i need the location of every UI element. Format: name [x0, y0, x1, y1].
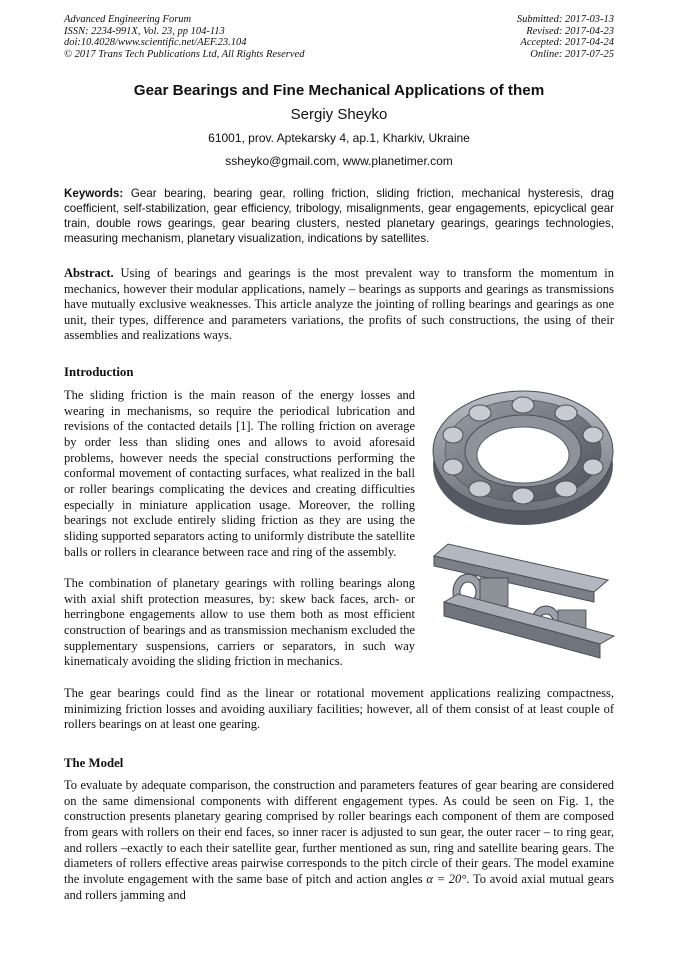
abstract-label: Abstract.: [64, 266, 114, 280]
journal-header-right: [517, 14, 614, 60]
abstract-block: [64, 266, 614, 344]
gear-bearing-ring-figure: [428, 383, 618, 533]
author-contact: ssheyko@gmail.com, www.planetimer.com: [225, 154, 453, 168]
paper-title: Gear Bearings and Fine Mechanical Applications of them: [133, 82, 545, 99]
introduction-heading: Introduction: [64, 365, 134, 379]
submitted-date: Submitted: 2017-03-13: [516, 14, 614, 25]
model-heading: The Model: [64, 756, 124, 770]
linear-gear-bearing-figure: [428, 540, 618, 665]
keywords-label: Keywords:: [64, 187, 124, 200]
introduction-paragraph-2: The combination of planetary gearings with rolling bearings along with axial shift protection measures, by: skew back faces, arch- or herringbone engagements allow to use them both as most efficient construction of bearings and as transmission mechanism excluded the supplementary suspensions, carriers or separators, in such way kinematicaly avoiding the sliding friction in mechanics.: [64, 576, 415, 669]
keywords-text: Gear bearing, bearing gear, rolling friction, sliding friction, mechanical hysteresis, drag coefficient, self-stabilization, gear efficiency, tribology, misalignments, gear engagements, epicyclical gear train, double rows gearings, gear bearing clusters, nested planetary gearings, gearings technologies, measuring mechanism, planetary visualization, indications by satellites.: [64, 187, 614, 245]
model-paragraph-1: [64, 778, 614, 903]
abstract-text: Using of bearings and gearings is the most prevalent way to transform the momentum in mechanics, however their modular applications, namely – bearings as supports and gearings as transmissions have mutually exclusive weaknesses. This article analyze the jointing of rolling bearings and gearings as one unit, their types, difference and parameters variations, the profits of such constructions, the using of their assemblies and realizations ways.: [64, 266, 614, 343]
model-paragraph-text: To evaluate by adequate comparison, the construction and parameters features of gear bearing are considered on the same dimensional components with different engagement types. As could be seen on Fig. 1, the construction presents planetary gearing comprised by roller bearings each component of them are composed from gears with rollers on their end faces, so inner racer is adjusted to sun gear, the outer racer – to ring gear, and rollers –exactly to each their satellite gear, further mentioned as sun, ring and satellite bearing gears. The diameters of rollers effective areas pairwise corresponds to the pitch circle of their gears. The model examine the involute engagement with the same base of pitch and action angles: [64, 778, 614, 886]
introduction-paragraph-3: The gear bearings could find as the linear or rotational movement applications realizing compactness, minimizing friction losses and avoiding auxiliary facilities; however, all of them consist of at least couple of rollers bearings on at least one gearing.: [64, 686, 614, 732]
author-name: Sergiy Sheyko: [290, 106, 388, 123]
issn-line: ISSN: 2234-991X, Vol. 23, pp 104-113: [64, 25, 225, 37]
pitch-angle-expression: α = 20°: [426, 871, 467, 886]
copyright-line: © 2017 Trans Tech Publications Ltd, All Rights Reserved: [64, 48, 305, 60]
journal-name: Advanced Engineering Forum: [64, 14, 192, 25]
bottom-rack-shape: [444, 594, 614, 658]
keywords-block: [64, 186, 614, 246]
model-paragraph-tail: . To avoid axial mutual gears and rollers jamming and: [64, 871, 614, 902]
online-date: Online: 2017-07-25: [530, 48, 614, 60]
doi-line: doi:10.4028/www.scientific.net/AEF.23.104: [64, 37, 247, 49]
accepted-date: Accepted: 2017-04-24: [520, 37, 614, 49]
journal-header-left: [64, 14, 304, 60]
author-address: 61001, prov. Aptekarsky 4, ap.1, Kharkiv, Ukraine: [208, 131, 470, 145]
revised-date: Revised: 2017-04-23: [526, 25, 614, 37]
introduction-paragraph-1: The sliding friction is the main reason of the energy losses and wearing in mechanisms, so require the periodical lubrication and revisions of the contacted details [1]. The rolling friction on average by order less than sliding ones and allows to avoid aforesaid problems, however needs the special constructions performing the conformal movement of contacting surfaces, what realized in the ball or roller bearings complicating the devices and creating difficulties especially in miniature application usage. Moreover, the rolling bearings not exclude entirely sliding friction as they are using the sliding supported separators acting to uniformly distribute the satellite balls or rollers in clearance between race and ring of the assembly.: [64, 388, 415, 559]
inner-race-shape: [465, 415, 581, 487]
